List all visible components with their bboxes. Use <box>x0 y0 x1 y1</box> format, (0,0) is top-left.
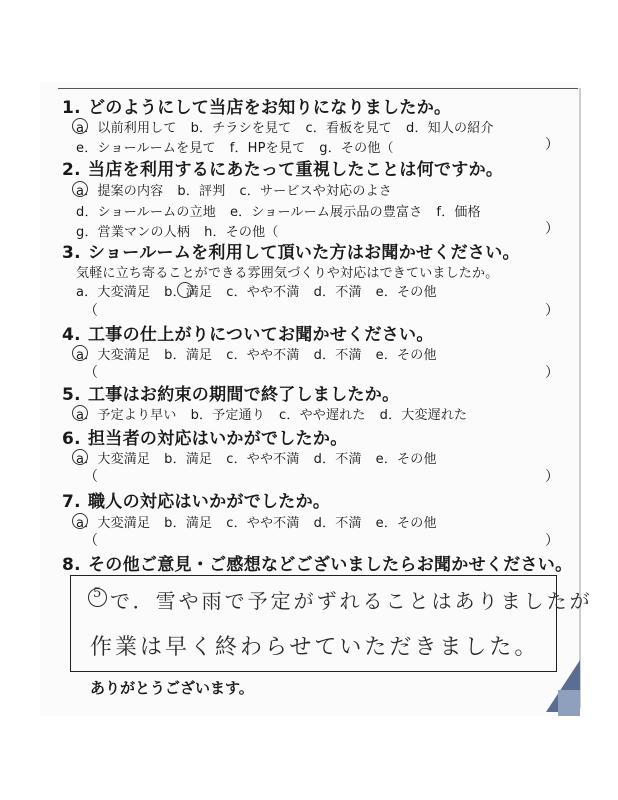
selection-circle-mark <box>72 181 88 197</box>
option: b．評判 <box>177 184 226 199</box>
option: a．大変満足 <box>76 516 151 531</box>
option: h．その他（ <box>204 225 279 240</box>
option: b．満足 <box>164 516 213 531</box>
option: e．その他 <box>375 285 437 300</box>
option: c．やや不満 <box>226 516 300 531</box>
close-paren: ） <box>545 365 559 381</box>
option: c．サービスや対応のよさ <box>239 184 392 199</box>
question-number: 5. <box>62 385 81 405</box>
question-text: その他ご意見・ご感想などございましたらお聞かせください。 <box>88 555 573 575</box>
option: a．以前利用して <box>76 121 177 136</box>
option: g．営業マンの人柄 <box>76 225 191 240</box>
option: e．その他 <box>375 452 437 467</box>
option: b．チラシを見て <box>190 121 292 136</box>
q2-options-row-1 <box>76 180 406 199</box>
option: b．満足 <box>164 348 213 363</box>
q3-subtext: 気軽に立ち寄ることができる雰囲気づくりや対応はできていましたか。 <box>76 266 499 281</box>
selection-circle-mark <box>72 513 88 529</box>
close-paren: ） <box>545 221 559 237</box>
option: e．ショールームを見て <box>76 141 216 156</box>
question-number: 6. <box>62 429 81 449</box>
option: b．予定通り <box>190 408 266 423</box>
question-1 <box>62 93 451 118</box>
option: d．ショールームの立地 <box>76 205 216 220</box>
q2-options-row-2 <box>76 201 495 220</box>
q5-options <box>76 404 481 423</box>
option: e．ショールーム展示品の豊富さ <box>229 205 423 220</box>
q1-options-row-2 <box>76 137 408 156</box>
option: a．予定より早い <box>76 408 177 423</box>
question-text: ショールームを利用して頂いた方はお聞かせください。 <box>88 243 520 263</box>
question-number: 7. <box>62 492 81 512</box>
handwritten-line-2: 作業は早く終わらせていただきました。 <box>90 635 540 660</box>
q7-options <box>76 512 451 531</box>
question-text: 担当者の対応はいかがでしたか。 <box>88 429 348 449</box>
question-text: 工事の仕上がりについてお聞かせください。 <box>88 325 434 345</box>
close-paren: ） <box>545 533 559 549</box>
q6-options <box>76 448 451 467</box>
option: d．大変遅れた <box>379 408 468 423</box>
close-paren: ） <box>545 137 559 153</box>
question-5 <box>62 380 399 405</box>
question-text: 工事はお約束の期間で終了しましたか。 <box>88 385 400 405</box>
selection-circle-mark <box>72 118 88 134</box>
question-7 <box>62 487 330 512</box>
question-text: 職人の対応はいかがでしたか。 <box>88 492 331 512</box>
handwritten-line-1: で．雪や雨で予定がずれることはありましたが <box>110 589 593 613</box>
option: c．看板を見て <box>305 121 392 136</box>
sheet-edge <box>579 88 581 708</box>
q4-options <box>76 344 451 363</box>
option: f．HPを見て <box>229 141 306 156</box>
q3-options <box>76 281 451 300</box>
question-number: 1. <box>62 98 81 118</box>
option: c．やや不満 <box>226 348 300 363</box>
question-6 <box>62 424 348 449</box>
thank-you-text: ありがとうございます。 <box>90 679 254 697</box>
option: f．価格 <box>436 205 481 220</box>
torn-corner-shadow <box>558 690 580 716</box>
top-rule <box>58 88 578 89</box>
open-paren: （ <box>84 469 98 485</box>
close-paren: ） <box>545 469 559 485</box>
question-2 <box>62 155 503 180</box>
question-number: 4. <box>62 325 81 345</box>
option: a．大変満足 <box>76 452 151 467</box>
option: a．大変満足 <box>76 348 151 363</box>
option: c．やや不満 <box>226 285 300 300</box>
question-3 <box>62 238 520 263</box>
question-number: 2. <box>62 160 81 180</box>
close-paren: ） <box>545 303 559 319</box>
option: a．大変満足 <box>76 285 151 300</box>
question-4 <box>62 320 434 345</box>
handwritten-mark: 5 <box>93 586 102 601</box>
open-paren: （ <box>84 303 98 319</box>
option: a．提案の内容 <box>76 184 164 199</box>
option: c．やや遅れた <box>279 408 366 423</box>
option: e．その他 <box>375 348 437 363</box>
option: d．不満 <box>313 452 362 467</box>
selection-circle-mark <box>177 282 193 298</box>
option: g．その他（ <box>319 141 394 156</box>
question-text: 当店を利用するにあたって重視したことは何ですか。 <box>88 160 504 180</box>
question-number: 3. <box>62 243 81 263</box>
question-8 <box>62 550 572 575</box>
q1-options-row-1 <box>76 117 508 136</box>
open-paren: （ <box>84 533 98 549</box>
open-paren: （ <box>84 365 98 381</box>
option: d．不満 <box>313 348 362 363</box>
option: c．やや不満 <box>226 452 300 467</box>
selection-circle-mark <box>72 405 88 421</box>
option: d．不満 <box>313 516 362 531</box>
option: e．その他 <box>375 516 437 531</box>
question-text: どのようにして当店をお知りになりましたか。 <box>88 98 452 118</box>
option: b．満足 <box>164 452 213 467</box>
selection-circle-mark <box>72 449 88 465</box>
option: b．満足 <box>164 285 213 300</box>
option: d．知人の紹介 <box>406 121 494 136</box>
question-number: 8. <box>62 555 81 575</box>
selection-circle-mark <box>72 345 88 361</box>
option: d．不満 <box>313 285 362 300</box>
